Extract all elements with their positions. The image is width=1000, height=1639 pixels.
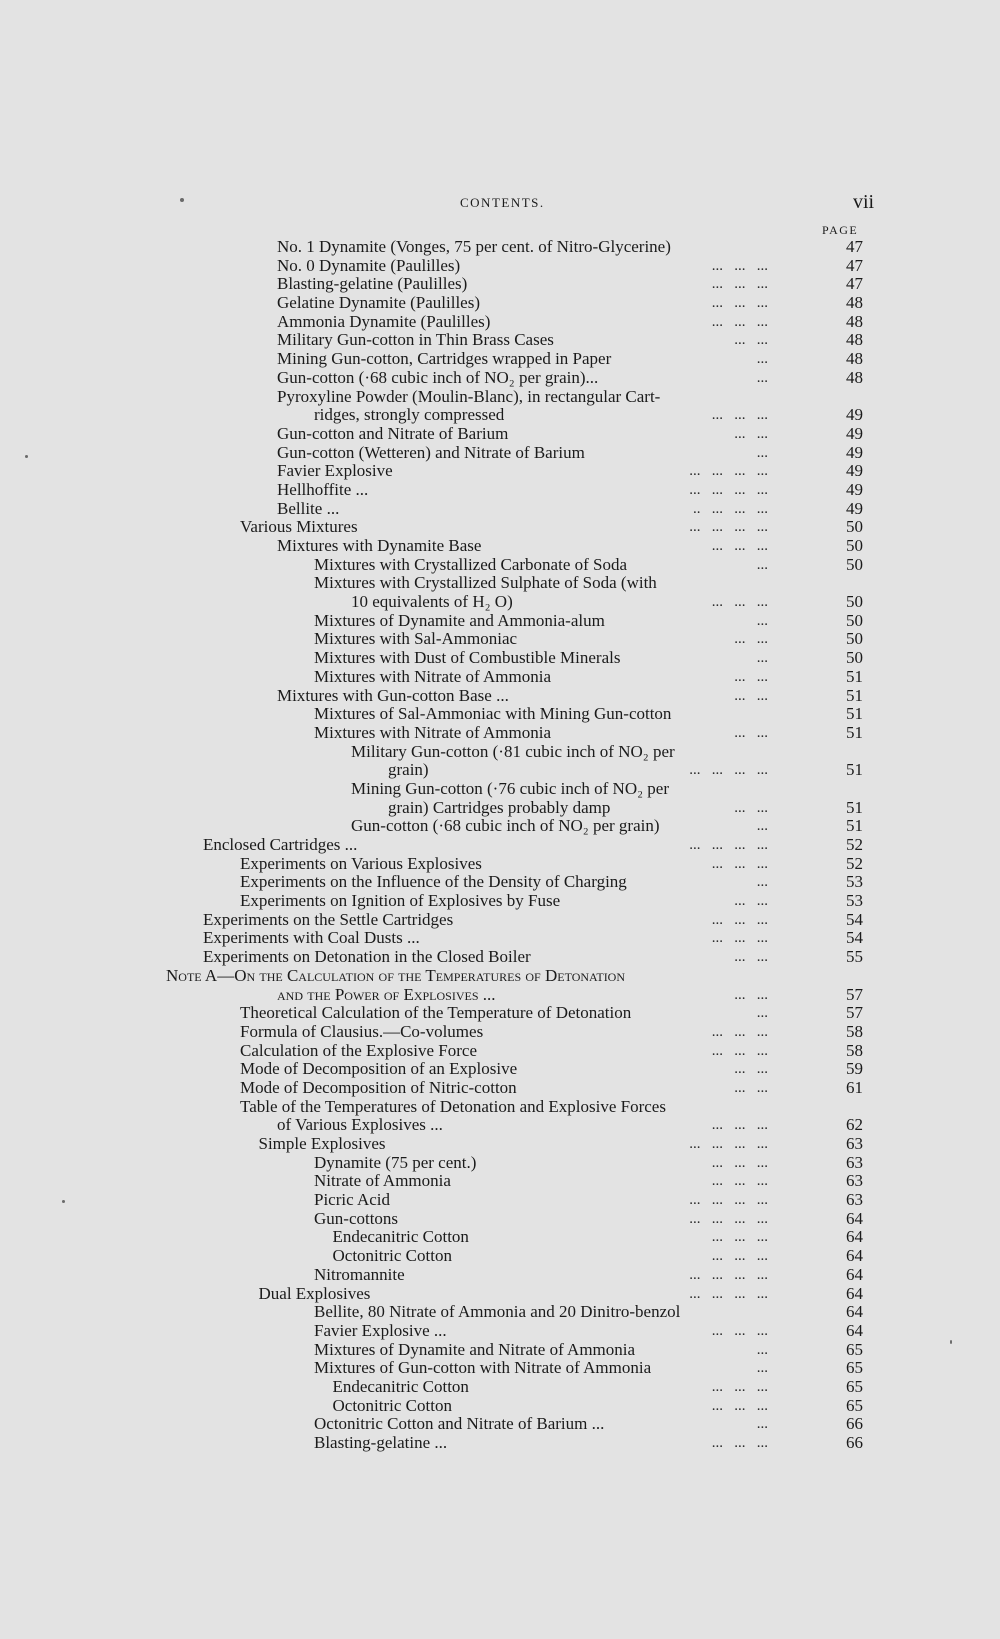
- toc-dot-leader: ...: [756, 351, 768, 368]
- toc-page-number: 50: [846, 592, 863, 612]
- toc-entry-text: Nitrate of Ammonia: [314, 1171, 451, 1191]
- toc-entry-text: Military Gun-cotton (·81 cubic inch of NO₂ per: [351, 741, 675, 761]
- toc-entry-text: Gun-cotton and Nitrate of Barium: [277, 423, 509, 443]
- toc-page-number: 63: [846, 1134, 863, 1153]
- toc-entry-text: Calculation of the Explosive Force: [240, 1040, 477, 1060]
- toc-page-number: 65: [846, 1339, 863, 1359]
- toc-page-number: 49: [846, 461, 863, 481]
- toc-page-number: 59: [846, 1059, 863, 1079]
- toc-dot-leader: ... ... ...: [711, 930, 768, 947]
- toc-dot-leader: ...: [756, 556, 768, 573]
- toc-entry-text: Mixtures with Sal-Ammoniac: [314, 629, 518, 649]
- toc-entry-text: Formula of Clausius.—Co-volumes: [240, 1021, 484, 1041]
- toc-entry-text: Octonitric Cotton: [332, 1246, 452, 1266]
- toc-dot-leader: ... ...: [734, 893, 768, 910]
- paper-speck: [180, 198, 184, 202]
- toc-page-number: 54: [846, 909, 863, 929]
- toc-dot-leader: ... ... ...: [711, 1435, 768, 1451]
- toc-entry-text: Gun-cottons: [314, 1208, 399, 1228]
- toc-dot-leader: ...: [756, 1416, 768, 1433]
- toc-row: [0, 425, 1000, 444]
- table-of-contents: [0, 238, 1000, 1453]
- toc-entry-text: Experiments on Ignition of Explosives by Fuse: [240, 891, 561, 911]
- toc-page-number: 61: [846, 1077, 863, 1097]
- toc-dot-leader: ... ... ... ...: [689, 762, 768, 779]
- toc-row: [0, 1135, 1000, 1154]
- toc-row: [0, 1191, 1000, 1210]
- toc-page-number: 51: [846, 816, 863, 836]
- toc-dot-leader: ... ...: [734, 1061, 768, 1078]
- toc-dot-leader: ...: [756, 369, 768, 386]
- toc-row: [0, 1079, 1000, 1098]
- toc-entry-text: Bellite ...: [277, 498, 340, 518]
- toc-entry-text: Mode of Decomposition of an Explosive: [240, 1059, 518, 1079]
- toc-dot-leader: ... ...: [734, 668, 768, 685]
- toc-page-number: 64: [846, 1208, 863, 1228]
- toc-entry-text: Table of the Temperatures of Detonation and Explosive Forces: [240, 1096, 666, 1116]
- toc-page-number: 49: [846, 442, 863, 462]
- toc-page-number: 63: [846, 1152, 863, 1172]
- toc-dot-leader: ... ... ...: [711, 1378, 768, 1395]
- toc-row: [0, 257, 1000, 276]
- toc-entry-text: Favier Explosive ...: [314, 1320, 447, 1340]
- toc-entry-text: Endecanitric Cotton: [332, 1376, 469, 1396]
- toc-entry-text: Bellite, 80 Nitrate of Ammonia and 20 Dinitro-benzol: [314, 1302, 681, 1322]
- toc-entry-text: Mixtures of Gun-cotton with Nitrate of Ammonia: [314, 1358, 652, 1378]
- toc-row: [0, 986, 1000, 1005]
- toc-entry-text: Nitromannite: [314, 1264, 405, 1284]
- toc-dot-leader: ... ... ... ...: [689, 463, 768, 480]
- toc-row: [0, 1116, 1000, 1135]
- toc-page-number: 49: [846, 405, 863, 425]
- toc-dot-leader: ... ...: [734, 425, 768, 442]
- toc-row: [0, 668, 1000, 687]
- running-title: CONTENTS.: [460, 195, 545, 210]
- toc-entry-text: Mining Gun-cotton, Cartridges wrapped in Paper: [277, 349, 612, 369]
- toc-row: [0, 500, 1000, 519]
- paper-speck: [25, 455, 28, 458]
- toc-row: [0, 1266, 1000, 1285]
- toc-entry-text: Octonitric Cotton: [332, 1395, 452, 1415]
- toc-page-number: 51: [846, 666, 863, 686]
- toc-entry-text: grain) Cartridges probably damp: [388, 797, 611, 817]
- toc-dot-leader: ... ...: [734, 799, 768, 816]
- toc-row: [0, 1378, 1000, 1397]
- toc-row: [0, 724, 1000, 743]
- toc-page-number: 51: [846, 722, 863, 742]
- toc-dot-leader: .. ... ... ...: [693, 500, 768, 517]
- toc-entry-text: Theoretical Calculation of the Temperature of Detonation: [240, 1003, 632, 1023]
- toc-page-number: 52: [846, 853, 863, 873]
- toc-entry-text: Enclosed Cartridges ...: [203, 835, 358, 854]
- toc-dot-leader: ... ... ... ...: [689, 1136, 768, 1152]
- toc-page-number: 63: [846, 1190, 863, 1210]
- toc-page-number: 50: [846, 554, 863, 574]
- toc-dot-leader: ... ...: [734, 332, 768, 349]
- toc-row: [0, 799, 1000, 818]
- toc-row: [0, 687, 1000, 706]
- toc-page-number: 66: [846, 1414, 863, 1434]
- toc-entry-text: Blasting-gelatine ...: [314, 1433, 448, 1452]
- toc-entry-text: Simple Explosives: [258, 1134, 386, 1153]
- toc-row: [0, 294, 1000, 313]
- toc-page-number: 48: [846, 330, 863, 350]
- toc-entry-text: Dual Explosives: [258, 1283, 371, 1303]
- toc-entry-text: Mixtures with Dynamite Base: [277, 536, 482, 555]
- toc-row: [0, 911, 1000, 930]
- toc-dot-leader: ...: [756, 874, 768, 891]
- toc-entry-text: Experiments with Coal Dusts ...: [203, 928, 420, 948]
- toc-row: [0, 1154, 1000, 1173]
- paper-speck: [62, 1200, 65, 1203]
- paper-speck: [950, 1340, 952, 1344]
- toc-page-number: 53: [846, 872, 863, 892]
- toc-entry-text: and the Power of Explosives ...: [277, 984, 496, 1004]
- toc-row: [0, 780, 1000, 799]
- toc-dot-leader: ... ... ...: [711, 1023, 768, 1040]
- toc-page-number: 65: [846, 1376, 863, 1396]
- page-number: vii: [853, 191, 875, 213]
- toc-dot-leader: ... ... ...: [711, 1173, 768, 1190]
- toc-dot-leader: ... ... ...: [711, 855, 768, 872]
- toc-page-number: 48: [846, 349, 863, 369]
- toc-dot-leader: ... ... ...: [711, 257, 768, 274]
- toc-row: [0, 1341, 1000, 1360]
- toc-dot-leader: ...: [756, 1360, 768, 1377]
- toc-dot-leader: ... ... ...: [711, 1248, 768, 1265]
- toc-entry-text: Mixtures with Nitrate of Ammonia: [314, 722, 552, 742]
- toc-row: [0, 574, 1000, 593]
- toc-row: [0, 1415, 1000, 1434]
- toc-page-number: 50: [846, 517, 863, 537]
- toc-entry-text: Dynamite (75 per cent.): [314, 1152, 477, 1172]
- toc-row: [0, 518, 1000, 537]
- toc-row: [0, 1098, 1000, 1117]
- toc-dot-leader: ... ...: [734, 724, 768, 741]
- toc-page-number: 47: [846, 274, 863, 294]
- toc-dot-leader: ... ... ... ...: [689, 1210, 768, 1227]
- toc-dot-leader: ...: [756, 612, 768, 629]
- toc-row: [0, 388, 1000, 407]
- toc-page-number: 64: [846, 1302, 863, 1322]
- toc-row: [0, 238, 1000, 257]
- toc-row: [0, 630, 1000, 649]
- toc-row: [0, 556, 1000, 575]
- toc-dot-leader: ... ...: [734, 1079, 768, 1096]
- toc-page-number: 48: [846, 311, 863, 331]
- toc-entry-text: Various Mixtures: [240, 517, 358, 537]
- toc-row: [0, 761, 1000, 780]
- toc-entry-text: Mixtures of Dynamite and Ammonia-alum: [314, 610, 605, 630]
- toc-dot-leader: ... ... ...: [711, 538, 768, 554]
- toc-row: [0, 948, 1000, 967]
- toc-row: [0, 275, 1000, 294]
- toc-entry-text: Hellhoffite ...: [277, 479, 369, 499]
- toc-page-number: 64: [846, 1320, 863, 1340]
- toc-row: [0, 612, 1000, 631]
- toc-page-number: 64: [846, 1283, 863, 1303]
- toc-dot-leader: ... ... ...: [711, 1154, 768, 1171]
- toc-dot-leader: ... ... ...: [711, 1397, 768, 1414]
- toc-row: [0, 313, 1000, 332]
- toc-page-number: 50: [846, 536, 863, 555]
- toc-entry-text: Gun-cotton (Wetteren) and Nitrate of Barium: [277, 442, 585, 462]
- toc-entry-text: Mixtures of Dynamite and Nitrate of Ammonia: [314, 1339, 636, 1359]
- toc-entry-text: ridges, strongly compressed: [314, 405, 505, 425]
- toc-dot-leader: ...: [756, 1341, 768, 1358]
- toc-dot-leader: ... ... ...: [711, 295, 768, 312]
- toc-page-number: 52: [846, 835, 863, 854]
- toc-page-number: 65: [846, 1358, 863, 1378]
- toc-page-number: 48: [846, 367, 863, 387]
- toc-page-number: 49: [846, 423, 863, 443]
- toc-dot-leader: ... ... ...: [711, 1117, 768, 1134]
- toc-row: [0, 929, 1000, 948]
- toc-page-number: 58: [846, 1021, 863, 1041]
- toc-page-number: 58: [846, 1040, 863, 1060]
- toc-row: [0, 444, 1000, 463]
- toc-row: [0, 537, 1000, 556]
- toc-entry-text: Favier Explosive: [277, 461, 393, 481]
- toc-entry-text: of Various Explosives ...: [277, 1115, 443, 1135]
- toc-entry-text: Octonitric Cotton and Nitrate of Barium ...: [314, 1414, 605, 1434]
- toc-entry-text: Blasting-gelatine (Paulilles): [277, 274, 468, 294]
- toc-dot-leader: ... ... ... ...: [689, 481, 768, 498]
- toc-page-number: 62: [846, 1115, 863, 1135]
- toc-dot-leader: ... ...: [734, 687, 768, 704]
- toc-entry-text: Mixtures with Crystallized Carbonate of Soda: [314, 554, 628, 574]
- toc-dot-leader: ... ... ...: [711, 407, 768, 424]
- toc-row: [0, 1247, 1000, 1266]
- toc-row: [0, 1023, 1000, 1042]
- toc-row: [0, 649, 1000, 668]
- toc-row: [0, 743, 1000, 762]
- toc-row: [0, 1172, 1000, 1191]
- toc-page-number: 48: [846, 293, 863, 313]
- toc-dot-leader: ... ... ... ...: [689, 1285, 768, 1302]
- toc-entry-text: Mixtures with Gun-cotton Base ...: [277, 685, 509, 705]
- toc-page-number: 54: [846, 928, 863, 948]
- toc-dot-leader: ...: [756, 818, 768, 835]
- toc-entry-text: grain): [388, 760, 429, 780]
- toc-dot-leader: ... ... ...: [711, 1322, 768, 1339]
- toc-page-number: 55: [846, 947, 863, 967]
- toc-dot-leader: ... ... ...: [711, 1229, 768, 1246]
- toc-row: [0, 1060, 1000, 1079]
- toc-page-number: 49: [846, 498, 863, 518]
- toc-row: [0, 836, 1000, 855]
- toc-entry-text: Military Gun-cotton in Thin Brass Cases: [277, 330, 554, 350]
- toc-page-number: 65: [846, 1395, 863, 1415]
- toc-page-number: 49: [846, 479, 863, 499]
- toc-dot-leader: ... ...: [734, 631, 768, 648]
- toc-row: [0, 369, 1000, 388]
- toc-entry-text: Mixtures with Dust of Combustible Minerals: [314, 648, 621, 668]
- toc-page-number: 63: [846, 1171, 863, 1191]
- toc-row: [0, 462, 1000, 481]
- toc-row: [0, 406, 1000, 425]
- toc-row: [0, 481, 1000, 500]
- toc-page-number: 51: [846, 760, 863, 780]
- toc-row: [0, 855, 1000, 874]
- toc-entry-text: Ammonia Dynamite (Paulilles): [277, 311, 491, 331]
- toc-row: [0, 1228, 1000, 1247]
- toc-entry-text: Experiments on the Settle Cartridges: [203, 909, 454, 929]
- toc-page-number: 50: [846, 648, 863, 668]
- toc-entry-text: Gelatine Dynamite (Paulilles): [277, 293, 480, 313]
- toc-entry-text: Gun-cotton (·68 cubic inch of NO₂ per grain): [351, 816, 660, 836]
- toc-page-number: 51: [846, 797, 863, 817]
- toc-entry-text: No. 1 Dynamite (Vonges, 75 per cent. of Nitro-Glycerine): [277, 237, 671, 256]
- toc-page-number: 47: [846, 237, 863, 256]
- toc-entry-text: Mining Gun-cotton (·76 cubic inch of NO₂ per: [351, 778, 669, 798]
- toc-entry-text: Experiments on Various Explosives: [240, 853, 482, 873]
- toc-dot-leader: ... ... ... ...: [689, 1192, 768, 1209]
- toc-page-number: 57: [846, 1003, 863, 1023]
- toc-dot-leader: ... ... ...: [711, 594, 768, 611]
- toc-dot-leader: ... ...: [734, 986, 768, 1003]
- toc-dot-leader: ...: [756, 1005, 768, 1022]
- toc-row: [0, 1359, 1000, 1378]
- toc-dot-leader: ... ... ... ...: [689, 837, 768, 853]
- toc-dot-leader: ... ... ...: [711, 911, 768, 928]
- toc-row: [0, 1042, 1000, 1061]
- toc-row: [0, 1210, 1000, 1229]
- running-head: [0, 191, 1000, 215]
- toc-row: [0, 331, 1000, 350]
- toc-page-number: 50: [846, 629, 863, 649]
- toc-row: [0, 593, 1000, 612]
- toc-row: [0, 967, 1000, 986]
- toc-row: [0, 350, 1000, 369]
- toc-dot-leader: ...: [756, 650, 768, 667]
- toc-row: [0, 873, 1000, 892]
- toc-entry-text: Picric Acid: [314, 1190, 391, 1210]
- toc-entry-text: 10 equivalents of H₂ O): [351, 592, 513, 612]
- toc-page-number: 51: [846, 685, 863, 705]
- toc-row: [0, 1004, 1000, 1023]
- toc-page-number: 57: [846, 984, 863, 1004]
- toc-row: [0, 1303, 1000, 1322]
- toc-entry-text: Gun-cotton (·68 cubic inch of NO₂ per grain)...: [277, 367, 599, 387]
- toc-page-number: 51: [846, 704, 863, 724]
- toc-row: [0, 705, 1000, 724]
- toc-dot-leader: ... ... ...: [711, 276, 768, 293]
- toc-page-number: 64: [846, 1227, 863, 1247]
- toc-entry-text: Mixtures with Crystallized Sulphate of Soda (with: [314, 573, 657, 593]
- toc-dot-leader: ... ...: [734, 949, 768, 966]
- toc-page-number: 50: [846, 610, 863, 630]
- toc-row: [0, 892, 1000, 911]
- page-column-label: PAGE: [822, 223, 859, 237]
- toc-entry-text: Mixtures of Sal-Ammoniac with Mining Gun-cotton: [314, 704, 672, 724]
- toc-entry-text: Experiments on the Influence of the Density of Charging: [240, 872, 627, 892]
- toc-entry-text: Mode of Decomposition of Nitric-cotton: [240, 1077, 517, 1097]
- toc-dot-leader: ... ... ...: [711, 313, 768, 330]
- toc-page-number: 47: [846, 255, 863, 275]
- toc-page-number: 64: [846, 1246, 863, 1266]
- toc-row: [0, 1322, 1000, 1341]
- toc-row: [0, 817, 1000, 836]
- toc-row: [0, 1434, 1000, 1453]
- toc-entry-text: Experiments on Detonation in the Closed Boiler: [203, 947, 531, 967]
- toc-page-number: 53: [846, 891, 863, 911]
- toc-dot-leader: ... ... ...: [711, 1042, 768, 1059]
- toc-dot-leader: ... ... ... ...: [689, 1266, 768, 1283]
- toc-entry-text: Note A—On the Calculation of the Temperatures of Detonation: [166, 965, 626, 985]
- toc-page-number: 66: [846, 1433, 863, 1452]
- toc-row: [0, 1285, 1000, 1304]
- toc-entry-text: No. 0 Dynamite (Paulilles): [277, 255, 461, 275]
- toc-entry-text: Mixtures with Nitrate of Ammonia: [314, 666, 552, 686]
- toc-entry-text: Endecanitric Cotton: [332, 1227, 469, 1247]
- toc-dot-leader: ... ... ... ...: [689, 519, 768, 536]
- toc-page-number: 64: [846, 1264, 863, 1284]
- toc-entry-text: Pyroxyline Powder (Moulin-Blanc), in rectangular Cart-: [277, 386, 661, 406]
- toc-dot-leader: ...: [756, 444, 768, 461]
- toc-row: [0, 1397, 1000, 1416]
